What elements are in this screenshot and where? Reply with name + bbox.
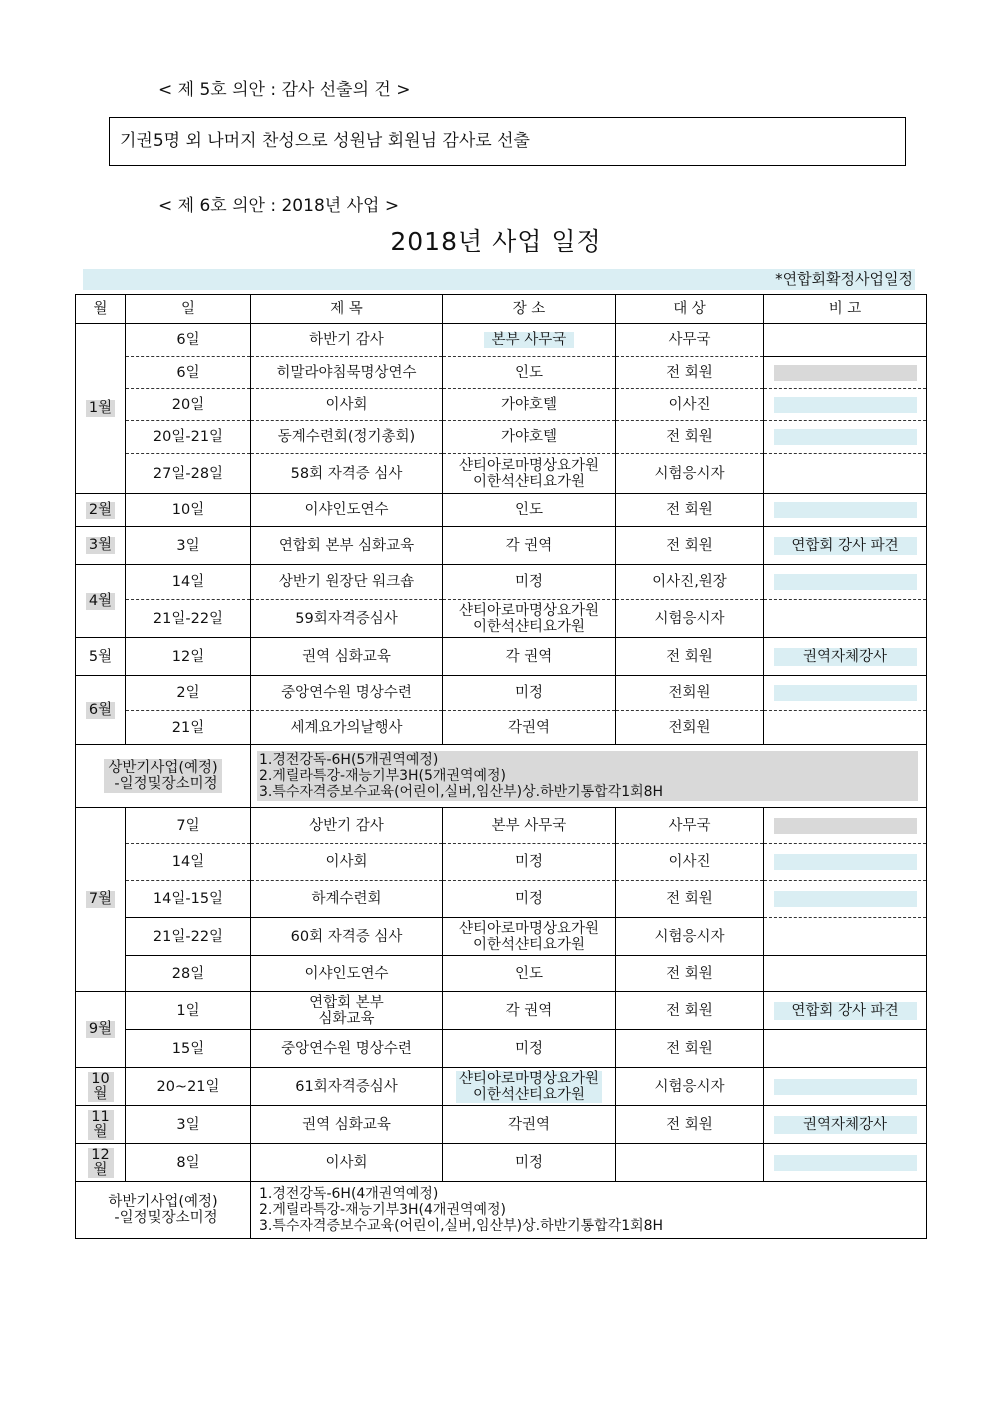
note-cell xyxy=(764,357,927,389)
table-row xyxy=(76,808,927,844)
table-row xyxy=(76,676,927,711)
place-highlight xyxy=(456,1071,602,1103)
month-label: 1월 xyxy=(86,400,115,417)
target-cell: 사무국 xyxy=(616,324,764,357)
title-cell: 연합회 본부 심화교육 xyxy=(251,527,443,565)
title-cell: 하계수련회 xyxy=(251,881,443,918)
second-half-items xyxy=(257,1185,918,1235)
table-row xyxy=(76,992,927,1030)
place-cell: 미정 xyxy=(443,1030,616,1068)
day-cell: 6일 xyxy=(126,324,251,357)
place-line: 샨티아로마명상요가원 xyxy=(458,602,600,619)
summary-item: 1.경전강독-6H(5개권역예정) xyxy=(259,752,439,768)
day-cell: 12일 xyxy=(126,638,251,676)
place-line: 샨티아로마명상요가원 xyxy=(458,457,600,474)
day-cell: 20일-21일 xyxy=(126,421,251,454)
summary-item: 3.특수자격증보수교육(어린이,실버,임산부)상.하반기통합각1회8H xyxy=(259,1218,664,1234)
note-cell xyxy=(764,992,927,1030)
table-row xyxy=(76,1030,927,1068)
place-cell xyxy=(443,1068,616,1106)
table-row xyxy=(76,918,927,956)
first-half-summary-row xyxy=(76,745,927,808)
table-row xyxy=(76,1106,927,1144)
title-cell: 동계수련회(정기총회) xyxy=(251,421,443,454)
note-cell xyxy=(764,956,927,992)
place-cell: 본부 사무국 xyxy=(443,808,616,844)
table-row xyxy=(76,881,927,918)
place-cell xyxy=(443,454,616,494)
target-cell: 시험응시자 xyxy=(616,600,764,638)
first-half-items xyxy=(257,751,918,801)
table-row xyxy=(76,527,927,565)
note-cell xyxy=(764,676,927,711)
target-cell: 시험응시자 xyxy=(616,1068,764,1106)
schedule-title: 2018년 사업 일정 xyxy=(390,227,602,256)
month-label: 2월 xyxy=(86,502,115,519)
note-shading xyxy=(774,429,917,445)
note-shading xyxy=(774,1079,917,1095)
note-shading xyxy=(774,574,917,590)
table-header-row xyxy=(76,295,927,324)
place-cell: 미정 xyxy=(443,881,616,918)
title-cell: 상반기 원장단 워크숍 xyxy=(251,565,443,600)
title-cell xyxy=(251,992,443,1030)
note-shading xyxy=(774,1155,917,1171)
place-line: 샨티아로마명상요가원 xyxy=(458,920,600,937)
title-cell: 하반기 감사 xyxy=(251,324,443,357)
note-highlight: 권역자체강사 xyxy=(774,648,917,666)
place-cell: 인도 xyxy=(443,956,616,992)
title-cell: 히말라야침묵명상연수 xyxy=(251,357,443,389)
note-cell xyxy=(764,565,927,600)
second-half-items-cell xyxy=(251,1182,927,1239)
place-cell: 미정 xyxy=(443,1144,616,1182)
target-cell: 전 회원 xyxy=(616,992,764,1030)
note-cell xyxy=(764,494,927,527)
month-cell xyxy=(76,494,126,527)
header-note: 비 고 xyxy=(764,295,927,324)
table-row xyxy=(76,956,927,992)
month-label: 7월 xyxy=(86,891,115,908)
note-shading xyxy=(774,854,917,870)
target-cell: 사무국 xyxy=(616,808,764,844)
place-cell: 각 권역 xyxy=(443,527,616,565)
day-cell: 2일 xyxy=(126,676,251,711)
target-cell: 시험응시자 xyxy=(616,918,764,956)
place-cell: 각권역 xyxy=(443,1106,616,1144)
month-cell xyxy=(76,808,126,992)
table-row xyxy=(76,389,927,421)
note-cell xyxy=(764,711,927,745)
summary-label-line: -일정및장소미정 xyxy=(114,776,218,792)
place-line: 샨티아로마명상요가원 xyxy=(458,1070,600,1087)
title-cell: 60회 자격증 심사 xyxy=(251,918,443,956)
title-cell: 세계요가의날행사 xyxy=(251,711,443,745)
header-target: 대 상 xyxy=(616,295,764,324)
agenda6-heading: < 제 6호 의안 : 2018년 사업 > xyxy=(158,196,400,216)
place-line: 이한석샨티요가원 xyxy=(472,618,586,635)
first-half-label-cell xyxy=(76,745,251,808)
month-label: 10월 xyxy=(88,1072,114,1102)
month-cell: 5월 xyxy=(76,638,126,676)
target-cell: 전 회원 xyxy=(616,1030,764,1068)
summary-item: 3.특수자격증보수교육(어린이,실버,임산부)상.하반기통합각1회8H xyxy=(259,784,664,800)
month-cell xyxy=(76,992,126,1068)
note-cell xyxy=(764,1068,927,1106)
note-cell xyxy=(764,881,927,918)
note-cell xyxy=(764,324,927,357)
title-cell: 이사회 xyxy=(251,1144,443,1182)
month-label: 3월 xyxy=(86,537,115,554)
place-cell: 가야호텔 xyxy=(443,421,616,454)
title-cell: 59회자격증심사 xyxy=(251,600,443,638)
note-shading xyxy=(774,891,917,907)
target-cell: 전 회원 xyxy=(616,357,764,389)
title-cell: 58회 자격증 심사 xyxy=(251,454,443,494)
place-cell: 인도 xyxy=(443,357,616,389)
title-cell: 상반기 감사 xyxy=(251,808,443,844)
month-label: 4월 xyxy=(86,593,115,610)
target-cell: 전회원 xyxy=(616,711,764,745)
table-row xyxy=(76,565,927,600)
day-cell: 14일 xyxy=(126,565,251,600)
place-line: 이한석샨티요가원 xyxy=(472,1086,586,1103)
title-cell: 중앙연수원 명상수련 xyxy=(251,676,443,711)
note-cell xyxy=(764,1144,927,1182)
target-cell: 전 회원 xyxy=(616,421,764,454)
note-cell xyxy=(764,421,927,454)
table-row xyxy=(76,454,927,494)
target-cell: 전 회원 xyxy=(616,638,764,676)
note-shading xyxy=(774,397,917,413)
day-cell: 21일-22일 xyxy=(126,918,251,956)
place-cell: 각권역 xyxy=(443,711,616,745)
target-cell: 전 회원 xyxy=(616,494,764,527)
header-place: 장 소 xyxy=(443,295,616,324)
day-cell: 1일 xyxy=(126,992,251,1030)
note-shading xyxy=(774,365,917,381)
day-cell: 15일 xyxy=(126,1030,251,1068)
target-cell: 전 회원 xyxy=(616,956,764,992)
day-cell: 3일 xyxy=(126,1106,251,1144)
place-cell xyxy=(443,600,616,638)
note-cell xyxy=(764,1030,927,1068)
note-highlight: 연합회 강사 파견 xyxy=(774,1002,917,1020)
day-cell: 6일 xyxy=(126,357,251,389)
table-row xyxy=(76,357,927,389)
place-cell: 미정 xyxy=(443,676,616,711)
place-line: 이한석샨티요가원 xyxy=(472,473,586,490)
month-label: 6월 xyxy=(86,702,115,719)
note-cell xyxy=(764,527,927,565)
target-cell: 이사진 xyxy=(616,389,764,421)
month-label: 11월 xyxy=(88,1110,114,1140)
target-cell: 전 회원 xyxy=(616,527,764,565)
month-label: 12월 xyxy=(88,1148,114,1178)
title-line: 연합회 본부 xyxy=(309,994,384,1011)
title-line: 심화교육 xyxy=(318,1010,375,1027)
second-half-summary-row xyxy=(76,1182,927,1239)
table-row xyxy=(76,324,927,357)
day-cell: 14일 xyxy=(126,844,251,881)
note-cell xyxy=(764,844,927,881)
title-cell: 이사회 xyxy=(251,389,443,421)
target-cell: 이사진 xyxy=(616,844,764,881)
place-cell: 각 권역 xyxy=(443,992,616,1030)
schedule-table xyxy=(75,294,927,1239)
summary-label-line: 하반기사업(예정) xyxy=(108,1194,218,1210)
summary-label-line: -일정및장소미정 xyxy=(114,1210,218,1226)
day-cell: 3일 xyxy=(126,527,251,565)
title-cell: 중앙연수원 명상수련 xyxy=(251,1030,443,1068)
table-row xyxy=(76,421,927,454)
title-cell: 61회자격증심사 xyxy=(251,1068,443,1106)
month-label: 9월 xyxy=(86,1021,115,1038)
note-cell xyxy=(764,600,927,638)
note-cell xyxy=(764,389,927,421)
place-highlight: 본부 사무국 xyxy=(484,332,575,348)
place-cell: 각 권역 xyxy=(443,638,616,676)
place-cell: 미정 xyxy=(443,844,616,881)
second-half-label xyxy=(108,1194,217,1226)
title-cell: 이샤인도연수 xyxy=(251,956,443,992)
first-half-label xyxy=(104,759,221,793)
table-row xyxy=(76,844,927,881)
table-row xyxy=(76,711,927,745)
title-cell: 권역 심화교육 xyxy=(251,638,443,676)
note-cell xyxy=(764,808,927,844)
first-half-items-cell xyxy=(251,745,927,808)
note-cell xyxy=(764,1106,927,1144)
title-cell: 권역 심화교육 xyxy=(251,1106,443,1144)
confirmed-note: *연합회확정사업일정 xyxy=(83,269,915,290)
day-cell: 20일 xyxy=(126,389,251,421)
target-cell: 이사진,원장 xyxy=(616,565,764,600)
place-cell xyxy=(443,324,616,357)
header-day: 일 xyxy=(126,295,251,324)
day-cell: 28일 xyxy=(126,956,251,992)
month-cell xyxy=(76,324,126,494)
month-cell xyxy=(76,1144,126,1182)
day-cell: 21일-22일 xyxy=(126,600,251,638)
summary-label-line: 상반기사업(예정) xyxy=(108,760,218,776)
summary-item: 1.경전강독-6H(4개권역예정) xyxy=(259,1186,439,1202)
note-cell xyxy=(764,918,927,956)
target-cell xyxy=(616,1144,764,1182)
place-cell xyxy=(443,918,616,956)
table-row xyxy=(76,1068,927,1106)
note-cell xyxy=(764,454,927,494)
table-row xyxy=(76,638,927,676)
day-cell: 10일 xyxy=(126,494,251,527)
month-cell xyxy=(76,527,126,565)
month-cell xyxy=(76,676,126,745)
note-shading xyxy=(774,685,917,701)
target-cell: 전 회원 xyxy=(616,881,764,918)
summary-item: 2.게릴라특강-재능기부3H(5개권역예정) xyxy=(259,768,507,784)
table-row xyxy=(76,494,927,527)
table-row xyxy=(76,600,927,638)
place-cell: 인도 xyxy=(443,494,616,527)
day-cell: 7일 xyxy=(126,808,251,844)
month-cell xyxy=(76,1068,126,1106)
note-shading xyxy=(774,818,917,834)
day-cell: 20~21일 xyxy=(126,1068,251,1106)
target-cell: 시험응시자 xyxy=(616,454,764,494)
day-cell: 8일 xyxy=(126,1144,251,1182)
title-cell: 이샤인도연수 xyxy=(251,494,443,527)
day-cell: 21일 xyxy=(126,711,251,745)
day-cell: 27일-28일 xyxy=(126,454,251,494)
summary-item: 2.게릴라특강-재능기부3H(4개권역예정) xyxy=(259,1202,507,1218)
note-highlight: 연합회 강사 파견 xyxy=(774,537,917,555)
header-month: 월 xyxy=(76,295,126,324)
month-cell xyxy=(76,565,126,638)
month-cell xyxy=(76,1106,126,1144)
day-cell: 14일-15일 xyxy=(126,881,251,918)
second-half-label-cell xyxy=(76,1182,251,1239)
place-line: 이한석샨티요가원 xyxy=(472,936,586,953)
note-highlight: 권역자체강사 xyxy=(774,1116,917,1134)
target-cell: 전회원 xyxy=(616,676,764,711)
title-cell: 이사회 xyxy=(251,844,443,881)
header-title: 제 목 xyxy=(251,295,443,324)
note-shading xyxy=(774,502,917,518)
target-cell: 전 회원 xyxy=(616,1106,764,1144)
agenda5-heading: < 제 5호 의안 : 감사 선출의 건 > xyxy=(158,80,411,100)
note-cell xyxy=(764,638,927,676)
place-cell: 미정 xyxy=(443,565,616,600)
table-row xyxy=(76,1144,927,1182)
place-cell: 가야호텔 xyxy=(443,389,616,421)
agenda5-result-box: 기권5명 외 나머지 찬성으로 성원남 회원님 감사로 선출 xyxy=(109,117,906,166)
